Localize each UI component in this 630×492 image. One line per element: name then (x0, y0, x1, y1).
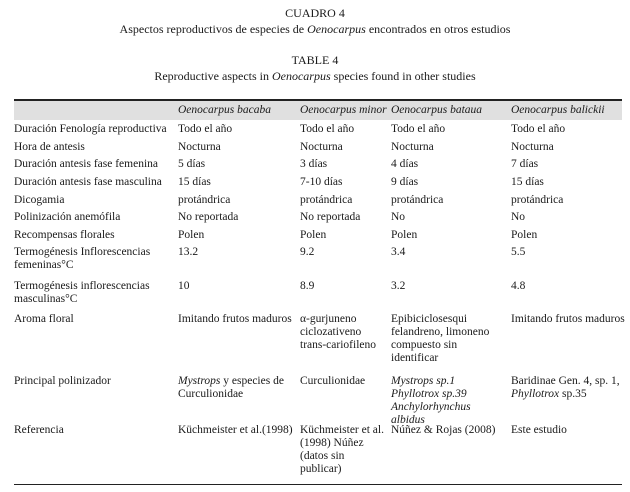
row-label: Duración antesis fase femenina (14, 158, 159, 170)
caption-english: Reproductive aspects in Oenocarpus species found in other studies (154, 69, 476, 83)
row-label: Aroma floral (14, 313, 74, 325)
table-cell: Todo el año (178, 123, 233, 135)
column-header-bataua: Oenocarpus bataua (391, 104, 483, 116)
table-cell: 9.2 (300, 246, 315, 258)
table-cell: Epibiciclosesqui felandreno, limoneno compuesto sin identificar (391, 313, 490, 364)
table-cell: No (391, 211, 406, 223)
table-cell: 13.2 (178, 246, 199, 258)
table-cell: 3.4 (391, 246, 406, 258)
caption-cuadro: CUADRO 4 (285, 6, 345, 20)
column-header-balickii: Oenocarpus balickii (511, 104, 605, 116)
table-cell: Polen (391, 229, 418, 241)
row-label: Duración Fenología reproductiva (14, 123, 167, 135)
table-cell: protándrica (300, 194, 353, 206)
row-label: Referencia (14, 424, 64, 436)
column-header-bacaba: Oenocarpus bacaba (178, 104, 271, 116)
table-bottom-rule (14, 484, 622, 485)
table-cell: 7-10 días (300, 176, 343, 188)
table-cell: Imitando frutos maduros (511, 313, 625, 325)
table-cell: Curculionidae (300, 375, 366, 387)
row-label: Recompensas florales (14, 229, 115, 241)
table-cell: 3 días (300, 158, 328, 170)
table-cell: protándrica (391, 194, 444, 206)
table-cell: 4 días (391, 158, 419, 170)
column-header-minor: Oenocarpus minor (300, 104, 387, 116)
table-cell: Imitando frutos maduros (178, 313, 292, 325)
table-cell: 8.9 (300, 280, 315, 292)
table-cell: No reportada (178, 211, 239, 223)
table-cell: Polen (178, 229, 205, 241)
caption-spanish: Aspectos reproductivos de especies de Oenocarpus encontrados en otros estudios (119, 22, 511, 36)
table-cell: Polen (300, 229, 327, 241)
table-cell: Mystrops y especies de Curculionidae (178, 375, 284, 400)
table-cell: Nocturna (300, 141, 343, 153)
table-cell: Polen (511, 229, 538, 241)
table-cell: 15 días (178, 176, 211, 188)
table-cell: 7 días (511, 158, 539, 170)
table-cell: Todo el año (511, 123, 566, 135)
row-label: Termogénesis inflorescencias masculinas°C (14, 280, 150, 305)
row-label: Termogénesis Inflorescencias femeninas°C (14, 246, 151, 271)
table-cell: 3.2 (391, 280, 406, 292)
table-cell: Küchmeister et al.(1998) (178, 424, 293, 436)
table-cell: Nocturna (391, 141, 434, 153)
table-cell: Núñez & Rojas (2008) (391, 424, 496, 436)
table-cell: 4.8 (511, 280, 526, 292)
table-cell: Todo el año (300, 123, 355, 135)
table-cell: Mystrops sp.1 Phyllotrox sp.39 Anchylorhynchus albidus (391, 375, 471, 426)
row-label: Dicogamia (14, 194, 65, 206)
row-label: Hora de antesis (14, 141, 85, 153)
table-cell: Nocturna (178, 141, 221, 153)
table-cell: Küchmeister et al.(1998) Núñez (datos sin publicar) (300, 424, 384, 475)
row-label: Polinización anemófila (14, 211, 121, 223)
table-cell: 5.5 (511, 246, 526, 258)
table-cell: protándrica (511, 194, 564, 206)
table-cell: α-gurjuneno ciclozativeno trans-cariofileno (300, 313, 376, 351)
table-cell: No reportada (300, 211, 361, 223)
table-top-rule (14, 99, 622, 101)
table-cell: 15 días (511, 176, 544, 188)
table-cell: No (511, 211, 526, 223)
table-cell: Baridinae Gen. 4, sp. 1, Phyllotrox sp.35 (511, 375, 620, 400)
row-label: Duración antesis fase masculina (14, 176, 162, 188)
table-cell: Todo el año (391, 123, 446, 135)
table-cell: protándrica (178, 194, 231, 206)
table-cell: 10 (178, 280, 190, 292)
table-cell: 5 días (178, 158, 206, 170)
table-cell: 9 días (391, 176, 419, 188)
row-label: Principal polinizador (14, 375, 111, 387)
table-cell: Nocturna (511, 141, 554, 153)
caption-table: TABLE 4 (291, 53, 339, 67)
table-cell: Este estudio (511, 424, 567, 436)
